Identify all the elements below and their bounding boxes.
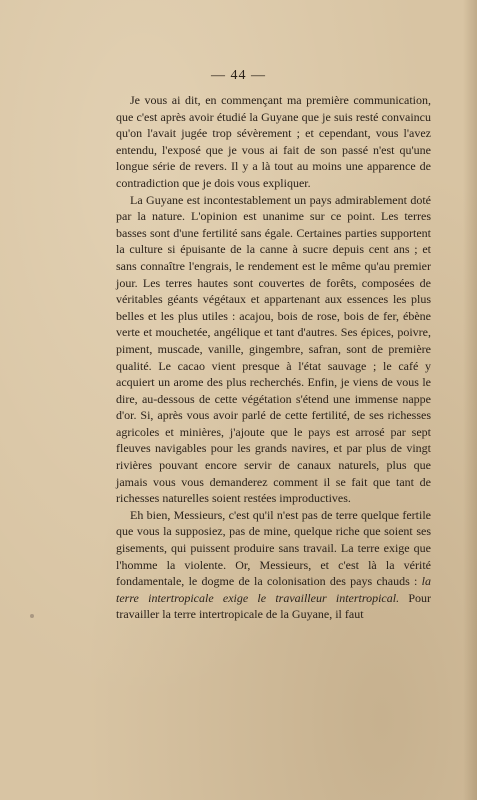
page-edge-shadow bbox=[463, 0, 477, 800]
ink-spot bbox=[30, 614, 34, 618]
paragraph-3-continuation: Pour travailler la terre intertropicale de la Guyane, il faut bbox=[116, 590, 431, 622]
paragraph-2: La Guyane est incontestablement un pays admirablement doté par la nature. L'opinion est unanime sur ce point. Les terres basses sont d'une fertilité sans égale. Certaines parties supportent la culture si épuisante de la canne à sucre depuis cent ans ; et sans connaître l'engrais, le rendement est le même qu'au premier jour. Les terres hautes sont couvertes de forêts, composées de véritables géants végétaux et appartenant aux essences les plus belles et les plus utiles : acajou, bois de rose, bois de fer, ébène verte et mouchetée, angélique et tant d'autres. Ses épices, poivre, piment, muscade, vanille, gingembre, safran, sont de première qualité. Le cacao vient presque à l'état sauvage ; le café y acquiert un arome des plus recherchés. Enfin, je viens de vous le dire, au-dessous de cette végétation s'étend une immense nappe d'or. Si, après vous avoir parlé de cette fertilité, de ses richesses agricoles et minières, j'ajoute que le pays est arrosé par sept fleuves navigables pour les grands navires, et par plus de vingt rivières pouvant encore servir de canaux naturels, plus que jamais vous vous demanderez comment il se fait que tant de richesses naturelles soient restées improductives. bbox=[116, 192, 431, 506]
body-text bbox=[116, 92, 431, 623]
paragraph-3-text: Eh bien, Messieurs, c'est qu'il n'est pas de terre quelque fertile que vous la supposiez, pas de mine, quelque riche que soient ses gisements, qui puissent produire sans travail. La terre exige que l'homme la violente. Or, Messieurs, et c'est là la vérité fondamentale, le dogme de la colonisation des pays chauds : bbox=[116, 507, 431, 589]
paragraph-1: Je vous ai dit, en commençant ma première communication, que c'est après avoir étudié la Guyane que je suis resté convaincu qu'on l'avait jugée trop sévèrement ; et cependant, vous l'avez entendu, l'exposé que je vous ai fait de son passé n'est qu'une longue série de revers. Il y a là tout au moins une apparence de contradiction que je dois vous expliquer. bbox=[116, 93, 431, 190]
page-number: — 44 — bbox=[211, 68, 266, 83]
paragraph-3-italic-emphasis: la terre intertropicale exige le travailleur intertropical. bbox=[116, 574, 431, 605]
paragraph-3 bbox=[116, 507, 431, 623]
